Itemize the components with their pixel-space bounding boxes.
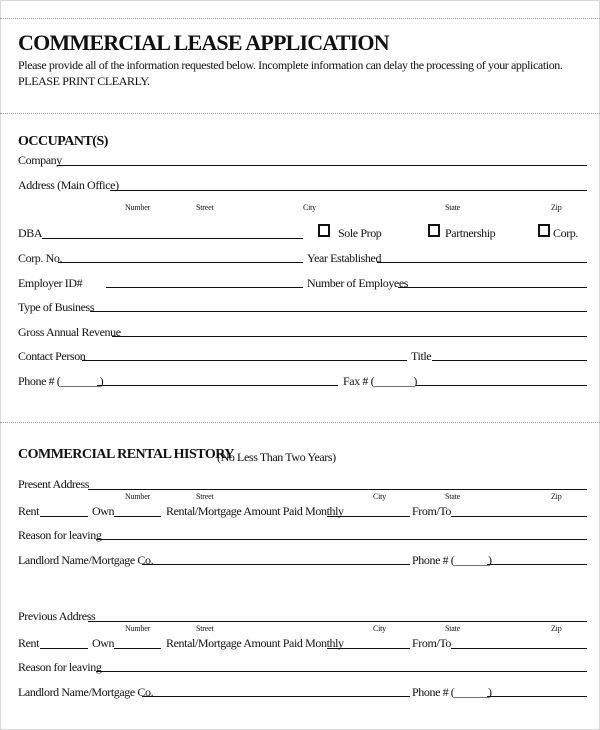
corp-label: Corp. xyxy=(553,226,579,240)
number-sublabel: Number xyxy=(125,203,151,212)
phone-label: Phone # (______) xyxy=(412,685,492,699)
rental-history-heading: COMMERCIAL RENTAL HISTORY xyxy=(18,447,234,462)
city-sublabel: City xyxy=(303,203,316,212)
contact-person-field[interactable] xyxy=(82,360,407,361)
present-address-field[interactable] xyxy=(88,489,587,490)
phone-label: Phone # (_______) xyxy=(18,374,104,388)
present-address-label: Present Address xyxy=(18,477,89,491)
landlord-label: Landlord Name/Mortgage Co. xyxy=(18,553,154,567)
present-reason-field[interactable] xyxy=(96,539,587,540)
type-business-label: Type of Business xyxy=(18,300,95,314)
previous-rent-field[interactable] xyxy=(40,648,88,649)
sole-prop-checkbox[interactable] xyxy=(318,224,330,237)
present-amount-field[interactable] xyxy=(327,516,410,517)
type-business-field[interactable] xyxy=(90,311,587,312)
previous-address-label: Previous Address xyxy=(18,609,96,623)
present-phone-field[interactable] xyxy=(487,564,587,565)
divider xyxy=(0,422,600,423)
company-field[interactable] xyxy=(57,165,587,166)
divider xyxy=(0,18,600,19)
corp-no-field[interactable] xyxy=(58,262,303,263)
from-to-label: From/To xyxy=(412,504,452,518)
state-sublabel: State xyxy=(445,203,460,212)
own-label: Own xyxy=(92,636,115,650)
year-established-label: Year Established xyxy=(307,251,382,265)
city-sublabel: City xyxy=(373,492,386,501)
from-to-label: From/To xyxy=(412,636,452,650)
gross-revenue-label: Gross Annual Revenue xyxy=(18,325,121,339)
contact-person-label: Contact Person xyxy=(18,349,86,363)
occupants-heading: OCCUPANT(S) xyxy=(18,134,108,149)
divider xyxy=(0,113,600,114)
title-field[interactable] xyxy=(432,360,587,361)
rental-history-note: (No Less Than Two Years) xyxy=(217,450,336,464)
phone-field[interactable] xyxy=(97,385,338,386)
present-landlord-field[interactable] xyxy=(142,564,410,565)
own-label: Own xyxy=(92,504,115,518)
company-label: Company xyxy=(18,153,62,167)
rent-label: Rent xyxy=(18,504,40,518)
number-sublabel: Number xyxy=(125,624,151,633)
present-own-field[interactable] xyxy=(114,516,161,517)
sole-prop-label: Sole Prop xyxy=(338,226,382,240)
address-label: Address (Main Office) xyxy=(18,178,119,192)
address-field[interactable] xyxy=(110,190,587,191)
gross-revenue-field[interactable] xyxy=(112,336,587,337)
previous-own-field[interactable] xyxy=(114,648,161,649)
street-sublabel: Street xyxy=(196,624,214,633)
phone-label: Phone # (______) xyxy=(412,553,492,567)
form-title: COMMERCIAL LEASE APPLICATION xyxy=(18,30,389,55)
previous-from-to-field[interactable] xyxy=(451,648,587,649)
number-sublabel: Number xyxy=(125,492,151,501)
previous-landlord-field[interactable] xyxy=(142,696,410,697)
previous-address-field[interactable] xyxy=(88,621,587,622)
partnership-label: Partnership xyxy=(445,226,496,240)
previous-reason-field[interactable] xyxy=(96,671,587,672)
state-sublabel: State xyxy=(445,624,460,633)
zip-sublabel: Zip xyxy=(551,624,562,633)
landlord-label: Landlord Name/Mortgage Co. xyxy=(18,685,154,699)
zip-sublabel: Zip xyxy=(551,492,562,501)
corp-no-label: Corp. No. xyxy=(18,251,63,265)
num-employees-field[interactable] xyxy=(398,287,587,288)
corp-checkbox[interactable] xyxy=(538,224,550,237)
print-note: PLEASE PRINT CLEARLY. xyxy=(18,74,150,88)
street-sublabel: Street xyxy=(196,492,214,501)
num-employees-label: Number of Employees xyxy=(307,276,409,290)
present-from-to-field[interactable] xyxy=(451,516,587,517)
reason-label: Reason for leaving xyxy=(18,528,102,542)
fax-field[interactable] xyxy=(416,385,587,386)
fax-label: Fax # (_______) xyxy=(343,374,417,388)
present-rent-field[interactable] xyxy=(40,516,88,517)
zip-sublabel: Zip xyxy=(551,203,562,212)
previous-amount-field[interactable] xyxy=(327,648,410,649)
amount-label: Rental/Mortgage Amount Paid Monthly xyxy=(166,636,344,650)
city-sublabel: City xyxy=(373,624,386,633)
dba-field[interactable] xyxy=(42,238,303,239)
year-established-field[interactable] xyxy=(377,262,587,263)
dba-label: DBA xyxy=(18,226,43,240)
reason-label: Reason for leaving xyxy=(18,660,102,674)
instructions: Please provide all of the information requested below. Incomplete information can delay the processing of your application. xyxy=(18,58,563,72)
previous-phone-field[interactable] xyxy=(487,696,587,697)
partnership-checkbox[interactable] xyxy=(428,224,440,237)
title-label: Title xyxy=(411,349,432,363)
rent-label: Rent xyxy=(18,636,40,650)
employer-id-field[interactable] xyxy=(106,287,303,288)
employer-id-label: Employer ID# xyxy=(18,276,83,290)
amount-label: Rental/Mortgage Amount Paid Monthly xyxy=(166,504,344,518)
street-sublabel: Street xyxy=(196,203,214,212)
state-sublabel: State xyxy=(445,492,460,501)
